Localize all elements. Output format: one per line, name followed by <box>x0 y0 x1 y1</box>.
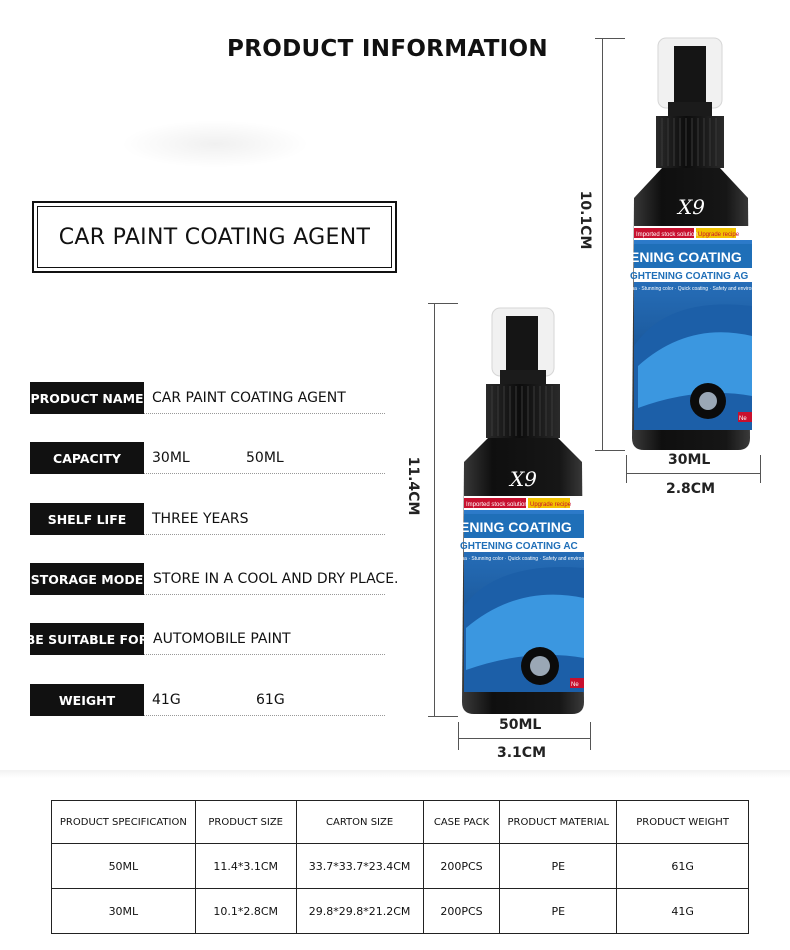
table-cell: 30ML <box>52 889 196 934</box>
table-cell: 33.7*33.7*23.4CM <box>296 844 423 889</box>
table-cell: 29.8*29.8*21.2CM <box>296 889 423 934</box>
background-smudge <box>120 120 310 168</box>
height-label: 11.4CM <box>405 456 421 516</box>
spec-label: WEIGHT <box>30 684 144 716</box>
dimension-tick <box>595 38 625 39</box>
dimension-tick <box>428 716 458 717</box>
spec-value: 30ML <box>152 450 190 466</box>
spec-row-product-name <box>30 382 385 414</box>
svg-text:Imported stock solution: Imported stock solution <box>466 502 528 508</box>
product-title: CAR PAINT COATING AGENT <box>37 206 392 268</box>
svg-text:Upgrade recipe: Upgrade recipe <box>530 502 572 508</box>
svg-text:Imported stock solution: Imported stock solution <box>636 232 698 238</box>
spec-value: CAR PAINT COATING AGENT <box>152 390 346 406</box>
svg-text:GHTENING COATING AC: GHTENING COATING AC <box>460 541 578 552</box>
table-cell: 11.4*3.1CM <box>195 844 296 889</box>
table-cell: 10.1*2.8CM <box>195 889 296 934</box>
dimension-tick <box>590 722 591 750</box>
bottle-30ml-image <box>628 36 754 452</box>
table-cell: 50ML <box>52 844 196 889</box>
width-dimension-line <box>458 738 590 739</box>
svg-text:GHTENING COATING AG: GHTENING COATING AG <box>630 271 749 282</box>
dimension-tick <box>760 455 761 483</box>
spec-label: CAPACITY <box>30 442 144 474</box>
svg-text:ma · Stunning color · Quick co: ma · Stunning color · Quick coating · Safety and environ <box>460 556 585 562</box>
table-row <box>52 844 749 889</box>
table-header-cell: PRODUCT WEIGHT <box>617 801 749 844</box>
table-cell: 61G <box>617 844 749 889</box>
spec-value-secondary: 50ML <box>246 450 284 466</box>
svg-text:ENING COATING: ENING COATING <box>460 519 572 535</box>
table-header-cell: CARTON SIZE <box>296 801 423 844</box>
spec-value: THREE YEARS <box>152 511 249 527</box>
spec-label: SHELF LIFE <box>30 503 144 535</box>
spec-value: AUTOMOBILE PAINT <box>153 631 291 647</box>
table-cell: 200PCS <box>423 844 500 889</box>
svg-text:X9: X9 <box>678 195 705 219</box>
dimension-tick <box>595 450 625 451</box>
spec-row-suitable-for <box>25 623 385 655</box>
spec-value: 41G <box>152 692 181 708</box>
table-header-cell: PRODUCT SPECIFICATION <box>52 801 196 844</box>
svg-text:ma · Stunning color · Quick co: ma · Stunning color · Quick coating · Safety and environ <box>630 286 754 292</box>
spec-row-storage-mode <box>30 563 399 595</box>
specification-table <box>51 800 749 934</box>
table-header-cell: PRODUCT MATERIAL <box>500 801 617 844</box>
table-cell: PE <box>500 889 617 934</box>
spec-row-capacity <box>30 442 385 474</box>
spec-label: STORAGE MODE <box>30 563 144 595</box>
svg-text:ENING COATING: ENING COATING <box>630 249 742 265</box>
height-label: 10.1CM <box>577 190 593 250</box>
width-label: 3.1CM <box>497 745 547 761</box>
bottle-50ml-image <box>458 306 588 716</box>
height-dimension-line <box>434 303 435 716</box>
table-cell: 41G <box>617 889 749 934</box>
svg-text:Ne: Ne <box>739 416 747 422</box>
volume-label: 50ML <box>499 717 542 733</box>
volume-label: 30ML <box>668 452 711 468</box>
height-dimension-line <box>602 38 603 450</box>
product-title-box <box>32 201 397 273</box>
width-dimension-line <box>626 473 760 474</box>
page-heading: PRODUCT INFORMATION <box>227 36 548 62</box>
dimension-tick <box>626 455 627 483</box>
table-row <box>52 889 749 934</box>
spec-value: STORE IN A COOL AND DRY PLACE. <box>153 571 399 587</box>
svg-text:Upgrade recipe: Upgrade recipe <box>698 232 740 238</box>
dimension-tick <box>428 303 458 304</box>
spec-row-weight <box>30 684 385 716</box>
spec-label: PRODUCT NAME <box>30 382 144 414</box>
dimension-tick <box>458 722 459 750</box>
table-cell: 200PCS <box>423 889 500 934</box>
table-cell: PE <box>500 844 617 889</box>
svg-text:Ne: Ne <box>571 682 579 688</box>
table-header-cell: PRODUCT SIZE <box>195 801 296 844</box>
section-separator <box>0 770 790 778</box>
table-header-cell: CASE PACK <box>423 801 500 844</box>
spec-row-shelf-life <box>30 503 385 535</box>
svg-text:X9: X9 <box>510 467 537 491</box>
width-label: 2.8CM <box>666 481 716 497</box>
spec-value-secondary: 61G <box>256 692 285 708</box>
spec-label: BE SUITABLE FOR <box>30 623 144 655</box>
table-header-row <box>52 801 749 844</box>
